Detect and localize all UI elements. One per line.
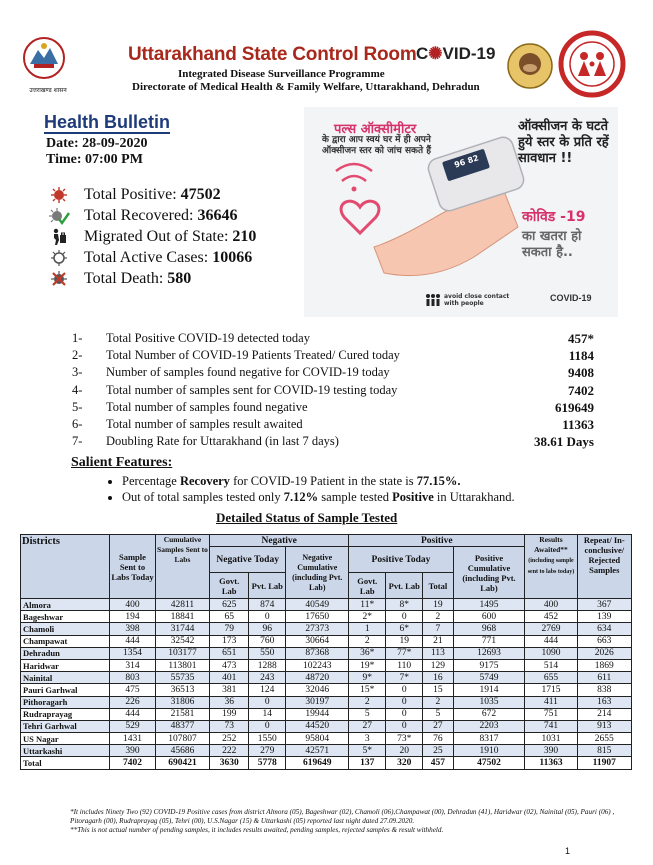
table-cell: 27 xyxy=(349,720,386,732)
table-cell: 2* xyxy=(349,611,386,623)
table-cell: 381 xyxy=(210,684,249,696)
national-health-mission-icon xyxy=(558,30,628,100)
stat-value: 47502 xyxy=(180,185,221,203)
district-cell: Uttarkashi xyxy=(21,745,110,757)
table-cell: 2 xyxy=(349,635,386,647)
header-results-awaited xyxy=(525,535,577,599)
table-cell: 9* xyxy=(349,672,386,684)
header-negative: Negative xyxy=(210,535,349,547)
table-cell: 15* xyxy=(349,684,386,696)
table-cell: 672 xyxy=(453,708,525,720)
table-cell: 194 xyxy=(110,611,156,623)
table-cell: 0 xyxy=(249,696,286,708)
summary-text: Total Number of COVID-19 Patients Treated/ Cured today xyxy=(106,348,400,363)
district-cell: Rudraprayag xyxy=(21,708,110,720)
poster-subheading: के द्वारा आप स्वयं घर में ही अपने ऑक्सीजन स्तर को जांच सकते हैं xyxy=(322,135,431,156)
table-cell: 5* xyxy=(349,745,386,757)
header-pvt-lab: Pvt. Lab xyxy=(249,573,286,599)
table-cell: 32542 xyxy=(155,635,209,647)
table-cell: 2655 xyxy=(577,733,631,745)
summary-number: 3- xyxy=(72,365,83,380)
table-cell: 2 xyxy=(423,696,453,708)
summary-item xyxy=(66,434,596,451)
table-cell: 102243 xyxy=(286,659,349,671)
table-cell: 3 xyxy=(349,733,386,745)
table-cell: 27373 xyxy=(286,623,349,635)
total-cell: 619649 xyxy=(286,757,349,769)
district-cell: Almora xyxy=(21,599,110,611)
table-cell: 1431 xyxy=(110,733,156,745)
table-cell: 651 xyxy=(210,647,249,659)
table-cell: 36* xyxy=(349,647,386,659)
total-cell: 11907 xyxy=(577,757,631,769)
table-cell: 1 xyxy=(349,623,386,635)
stat-label: Migrated Out of State: xyxy=(84,227,229,245)
table-row xyxy=(21,745,632,757)
table-cell: 21581 xyxy=(155,708,209,720)
summary-text: Doubling Rate for Uttarakhand (in last 7 days) xyxy=(106,434,339,449)
table-cell: 18841 xyxy=(155,611,209,623)
summary-value: 9408 xyxy=(568,365,594,381)
table-cell: 8* xyxy=(386,599,423,611)
table-cell: 760 xyxy=(249,635,286,647)
summary-number: 5- xyxy=(72,399,83,414)
table-cell: 444 xyxy=(525,635,577,647)
bulletin-title: Health Bulletin xyxy=(44,112,171,132)
poster-risk: का खतरा हो सकता है.. xyxy=(522,229,582,260)
table-cell: 36 xyxy=(210,696,249,708)
table-cell: 139 xyxy=(577,611,631,623)
summary-value: 457* xyxy=(568,331,594,346)
pulse-oximeter-poster xyxy=(304,107,618,317)
summary-value: 11363 xyxy=(562,416,594,432)
table-cell: 110 xyxy=(386,659,423,671)
district-cell: Dehradun xyxy=(21,647,110,659)
table-row xyxy=(21,696,632,708)
table-row xyxy=(21,708,632,720)
table-cell: 20 xyxy=(386,745,423,757)
table-cell: 1869 xyxy=(577,659,631,671)
table-cell: 634 xyxy=(577,623,631,635)
table-cell: 73* xyxy=(386,733,423,745)
header-results-awaited-note: (including sample sent to labs today) xyxy=(527,558,575,575)
table-cell: 279 xyxy=(249,745,286,757)
table-cell: 16 xyxy=(423,672,453,684)
salient-list xyxy=(104,474,515,506)
district-cell: Nainital xyxy=(21,672,110,684)
table-cell: 1715 xyxy=(525,684,577,696)
page-title: Uttarakhand State Control Room xyxy=(128,44,417,65)
table-cell: 32046 xyxy=(286,684,349,696)
table-cell: 838 xyxy=(577,684,631,696)
table-cell: 48720 xyxy=(286,672,349,684)
table-cell: 42811 xyxy=(155,599,209,611)
active-virus-icon xyxy=(44,249,74,267)
table-row xyxy=(21,623,632,635)
header-cumulative: Cumulative Samples Sent to Labs xyxy=(155,535,209,599)
district-cell: Pithoragarh xyxy=(21,696,110,708)
total-cell: 3630 xyxy=(210,757,249,769)
stat-total-positive xyxy=(44,184,256,205)
table-cell: 40549 xyxy=(286,599,349,611)
header-sample-sent: Sample Sent to Labs Today xyxy=(110,535,156,599)
table-cell: 76 xyxy=(423,733,453,745)
table-cell: 2026 xyxy=(577,647,631,659)
table-body xyxy=(21,599,632,770)
table-cell: 1288 xyxy=(249,659,286,671)
total-cell: 7402 xyxy=(110,757,156,769)
table-cell: 390 xyxy=(525,745,577,757)
header-positive: Positive xyxy=(349,535,525,547)
header-positive-cumulative: Positive Cumulative (including Pvt. Lab) xyxy=(453,547,525,599)
stat-label: Total Positive: xyxy=(84,185,177,203)
stat-label: Total Active Cases: xyxy=(84,248,209,266)
health-emblem-icon xyxy=(506,42,556,92)
bulletin-time: Time: 07:00 PM xyxy=(46,152,143,167)
table-cell: 611 xyxy=(577,672,631,684)
table-cell: 9175 xyxy=(453,659,525,671)
migrated-icon xyxy=(44,228,74,246)
stat-value: 210 xyxy=(232,227,257,245)
table-cell: 252 xyxy=(210,733,249,745)
table-cell: 0 xyxy=(386,720,423,732)
salient-bold: 77.15%. xyxy=(416,474,461,488)
table-cell: 87368 xyxy=(286,647,349,659)
salient-title: Salient Features: xyxy=(71,455,173,470)
header-results-awaited-label: Results Awaited** xyxy=(534,535,568,554)
virus-icon xyxy=(44,186,74,204)
table-cell: 0 xyxy=(386,708,423,720)
salient-bold: Positive xyxy=(392,490,434,504)
district-cell: Haridwar xyxy=(21,659,110,671)
table-cell: 5 xyxy=(423,708,453,720)
table-cell: 173 xyxy=(210,635,249,647)
table-cell: 19944 xyxy=(286,708,349,720)
table-cell: 21 xyxy=(423,635,453,647)
district-table xyxy=(20,534,632,770)
table-cell: 103177 xyxy=(155,647,209,659)
stat-total-recovered xyxy=(44,205,256,226)
total-cell: 11363 xyxy=(525,757,577,769)
poster-covid-hindi: कोविड -19 xyxy=(522,209,586,225)
header-repeat: Repeat/ In-conclusive/ Rejected Samples xyxy=(577,535,631,599)
table-row xyxy=(21,611,632,623)
table-cell: 199 xyxy=(210,708,249,720)
table-cell: 5749 xyxy=(453,672,525,684)
poster-covid-logo: COVID-19 xyxy=(550,293,592,303)
table-cell: 2769 xyxy=(525,623,577,635)
table-cell: 475 xyxy=(110,684,156,696)
stat-migrated xyxy=(44,226,256,247)
district-cell: Pauri Garhwal xyxy=(21,684,110,696)
header-positive-today: Positive Today xyxy=(349,547,453,573)
table-cell: 19* xyxy=(349,659,386,671)
table-cell: 113 xyxy=(423,647,453,659)
summary-item xyxy=(66,331,596,348)
table-row xyxy=(21,635,632,647)
table-cell: 65 xyxy=(210,611,249,623)
bulletin-date: Date: 28-09-2020 xyxy=(46,136,148,151)
covid-label: C✺VID-19 xyxy=(416,44,496,63)
table-cell: 452 xyxy=(525,611,577,623)
summary-text: Total number of samples found negative xyxy=(106,399,308,414)
people-icon xyxy=(424,293,442,307)
table-cell: 1910 xyxy=(453,745,525,757)
salient-text: Out of total samples tested only xyxy=(122,490,284,504)
total-cell: 47502 xyxy=(453,757,525,769)
poster-heading: पल्स ऑक्सीमीटर xyxy=(334,122,417,137)
table-cell: 12693 xyxy=(453,647,525,659)
summary-text: Number of samples found negative for COVID-19 today xyxy=(106,365,390,380)
district-cell: Champawat xyxy=(21,635,110,647)
stat-list xyxy=(44,184,256,289)
summary-number: 1- xyxy=(72,331,83,345)
uttarakhand-emblem-icon xyxy=(18,34,78,94)
header-subtitle-2: Directorate of Medical Health & Family Welfare, Uttarakhand, Dehradun xyxy=(132,81,480,93)
table-cell: 625 xyxy=(210,599,249,611)
header-govt-lab: Govt. Lab xyxy=(210,573,249,599)
table-cell: 741 xyxy=(525,720,577,732)
table-title: Detailed Status of Sample Tested xyxy=(216,510,398,525)
total-label-cell: Total xyxy=(21,757,110,769)
table-cell: 48377 xyxy=(155,720,209,732)
salient-text: sample tested xyxy=(318,490,393,504)
emblem-caption: उत्तराखण्ड शासन xyxy=(29,87,67,94)
table-cell: 5 xyxy=(349,708,386,720)
table-cell: 411 xyxy=(525,696,577,708)
summary-value: 38.61 Days xyxy=(534,434,594,450)
table-cell: 2 xyxy=(349,696,386,708)
table-row xyxy=(21,659,632,671)
table-cell: 14 xyxy=(249,708,286,720)
header-pos-total: Total xyxy=(423,573,453,599)
table-cell: 129 xyxy=(423,659,453,671)
district-cell: Bageshwar xyxy=(21,611,110,623)
table-cell: 73 xyxy=(210,720,249,732)
table-cell: 2 xyxy=(423,611,453,623)
table-cell: 15 xyxy=(423,684,453,696)
summary-item xyxy=(66,365,596,382)
table-cell: 19 xyxy=(386,635,423,647)
table-cell: 550 xyxy=(249,647,286,659)
table-cell: 803 xyxy=(110,672,156,684)
table-cell: 25 xyxy=(423,745,453,757)
table-cell: 31806 xyxy=(155,696,209,708)
table-total-row xyxy=(21,757,632,769)
table-cell: 30197 xyxy=(286,696,349,708)
district-cell: Chamoli xyxy=(21,623,110,635)
table-cell: 107807 xyxy=(155,733,209,745)
summary-value: 1184 xyxy=(568,348,594,364)
table-cell: 751 xyxy=(525,708,577,720)
table-cell: 771 xyxy=(453,635,525,647)
table-cell: 390 xyxy=(110,745,156,757)
header-pos-pvt-lab: Pvt. Lab xyxy=(386,573,423,599)
table-cell: 0 xyxy=(249,611,286,623)
table-row xyxy=(21,733,632,745)
table-cell: 7 xyxy=(423,623,453,635)
stat-death xyxy=(44,268,256,289)
table-cell: 0 xyxy=(386,684,423,696)
oximeter-reading: 96 82 xyxy=(453,153,480,170)
table-cell: 30664 xyxy=(286,635,349,647)
table-cell: 444 xyxy=(110,708,156,720)
summary-number: 2- xyxy=(72,348,83,363)
header-districts: Districts xyxy=(21,535,110,599)
table-cell: 529 xyxy=(110,720,156,732)
summary-item xyxy=(66,417,596,434)
table-row xyxy=(21,647,632,659)
table-cell: 473 xyxy=(210,659,249,671)
table-cell: 19 xyxy=(423,599,453,611)
header-pos-govt-lab: Govt. Lab xyxy=(349,573,386,599)
total-cell: 5778 xyxy=(249,757,286,769)
table-cell: 444 xyxy=(110,635,156,647)
footnote-line-2: **This is not actual number of pending samples, it includes results awaited, pending samples, rejected samples & result withheld. xyxy=(70,826,444,834)
table-cell: 77* xyxy=(386,647,423,659)
table-cell: 31744 xyxy=(155,623,209,635)
table-cell: 8317 xyxy=(453,733,525,745)
table-cell: 44520 xyxy=(286,720,349,732)
table-cell: 163 xyxy=(577,696,631,708)
footnote-line-1: *It includes Ninety Two (92) COVID-19 Positive cases from district Almora (05), Bageshwar (02), Chamoli (06),Champawat (00), Dehradun (41), Haridwar (02), Nainital (05), Pauri (06) , Pitoragarh (00), Rudraprayag (05), Tehri (00), U.S.Nagar (15) & Uttarkashi (05) reported last night dated 27.09.2020. xyxy=(70,808,615,825)
salient-text: in Uttarakhand. xyxy=(433,490,515,504)
header-subtitle-1: Integrated Disease Surveillance Programme xyxy=(178,68,385,80)
table-cell: 1914 xyxy=(453,684,525,696)
table-cell: 968 xyxy=(453,623,525,635)
table-cell: 655 xyxy=(525,672,577,684)
district-cell: Tehri Garhwal xyxy=(21,720,110,732)
table-cell: 17650 xyxy=(286,611,349,623)
table-row xyxy=(21,672,632,684)
table-cell: 514 xyxy=(525,659,577,671)
summary-item xyxy=(66,348,596,365)
summary-text: Total number of samples sent for COVID-19 testing today xyxy=(106,382,398,397)
header xyxy=(18,34,638,96)
table-cell: 815 xyxy=(577,745,631,757)
salient-text: for COVID-19 Patient in the state is xyxy=(229,474,417,488)
table-row xyxy=(21,720,632,732)
summary-item xyxy=(66,400,596,417)
table-cell: 398 xyxy=(110,623,156,635)
stat-value: 10066 xyxy=(212,248,253,266)
table-cell: 27 xyxy=(423,720,453,732)
total-cell: 137 xyxy=(349,757,386,769)
table-cell: 367 xyxy=(577,599,631,611)
summary-number: 7- xyxy=(72,434,83,449)
table-cell: 1354 xyxy=(110,647,156,659)
total-cell: 690421 xyxy=(155,757,209,769)
summary-item xyxy=(66,383,596,400)
table-cell: 11* xyxy=(349,599,386,611)
table-cell: 55735 xyxy=(155,672,209,684)
page-number: 1 xyxy=(565,846,571,856)
table-cell: 214 xyxy=(577,708,631,720)
poster-avoid-contact: avoid close contact with people xyxy=(444,293,510,307)
table-cell: 113801 xyxy=(155,659,209,671)
table-cell: 42571 xyxy=(286,745,349,757)
table-cell: 45686 xyxy=(155,745,209,757)
table-cell: 222 xyxy=(210,745,249,757)
salient-bold: 7.12% xyxy=(283,490,319,504)
table-cell: 36513 xyxy=(155,684,209,696)
table-cell: 0 xyxy=(386,611,423,623)
table-cell: 6* xyxy=(386,623,423,635)
death-icon xyxy=(44,270,74,288)
summary-list xyxy=(66,331,596,451)
stat-label: Total Recovered: xyxy=(84,206,194,224)
summary-value: 7402 xyxy=(568,382,594,398)
table-cell: 1031 xyxy=(525,733,577,745)
table-cell: 2203 xyxy=(453,720,525,732)
table-cell: 913 xyxy=(577,720,631,732)
summary-number: 6- xyxy=(72,416,83,431)
table-cell: 314 xyxy=(110,659,156,671)
salient-item xyxy=(122,490,515,506)
table-cell: 124 xyxy=(249,684,286,696)
salient-text: Percentage xyxy=(122,474,180,488)
table-cell: 1550 xyxy=(249,733,286,745)
table-cell: 400 xyxy=(110,599,156,611)
table-cell: 1090 xyxy=(525,647,577,659)
table-cell: 0 xyxy=(249,720,286,732)
total-cell: 457 xyxy=(423,757,453,769)
table-cell: 0 xyxy=(386,696,423,708)
summary-text: Total Positive COVID-19 detected today xyxy=(106,331,310,345)
table-cell: 401 xyxy=(210,672,249,684)
table-cell: 243 xyxy=(249,672,286,684)
total-cell: 320 xyxy=(386,757,423,769)
table-cell: 95804 xyxy=(286,733,349,745)
table-cell: 874 xyxy=(249,599,286,611)
summary-value: 619649 xyxy=(555,399,594,415)
table-cell: 1035 xyxy=(453,696,525,708)
table-cell: 7* xyxy=(386,672,423,684)
stat-value: 580 xyxy=(167,269,192,287)
stat-value: 36646 xyxy=(197,206,238,224)
table-row xyxy=(21,684,632,696)
table-cell: 663 xyxy=(577,635,631,647)
table-cell: 600 xyxy=(453,611,525,623)
stat-active xyxy=(44,247,256,268)
table-cell: 400 xyxy=(525,599,577,611)
table-cell: 1495 xyxy=(453,599,525,611)
salient-bold: Recovery xyxy=(179,474,230,488)
table-row xyxy=(21,599,632,611)
salient-item xyxy=(122,474,515,490)
district-cell: US Nagar xyxy=(21,733,110,745)
summary-text: Total number of samples result awaited xyxy=(106,416,303,431)
table-cell: 79 xyxy=(210,623,249,635)
stat-label: Total Death: xyxy=(84,269,164,287)
poster-warning: ऑक्सीजन के घटते हुये स्तर के प्रति रहें सावधान !! xyxy=(518,119,609,166)
table-cell: 96 xyxy=(249,623,286,635)
header-negative-today: Negative Today xyxy=(210,547,286,573)
table-cell: 226 xyxy=(110,696,156,708)
header-negative-cumulative: Negative Cumulative (including Pvt. Lab) xyxy=(286,547,349,599)
recovered-icon xyxy=(44,207,74,225)
summary-number: 4- xyxy=(72,382,83,397)
footnote xyxy=(70,808,625,835)
